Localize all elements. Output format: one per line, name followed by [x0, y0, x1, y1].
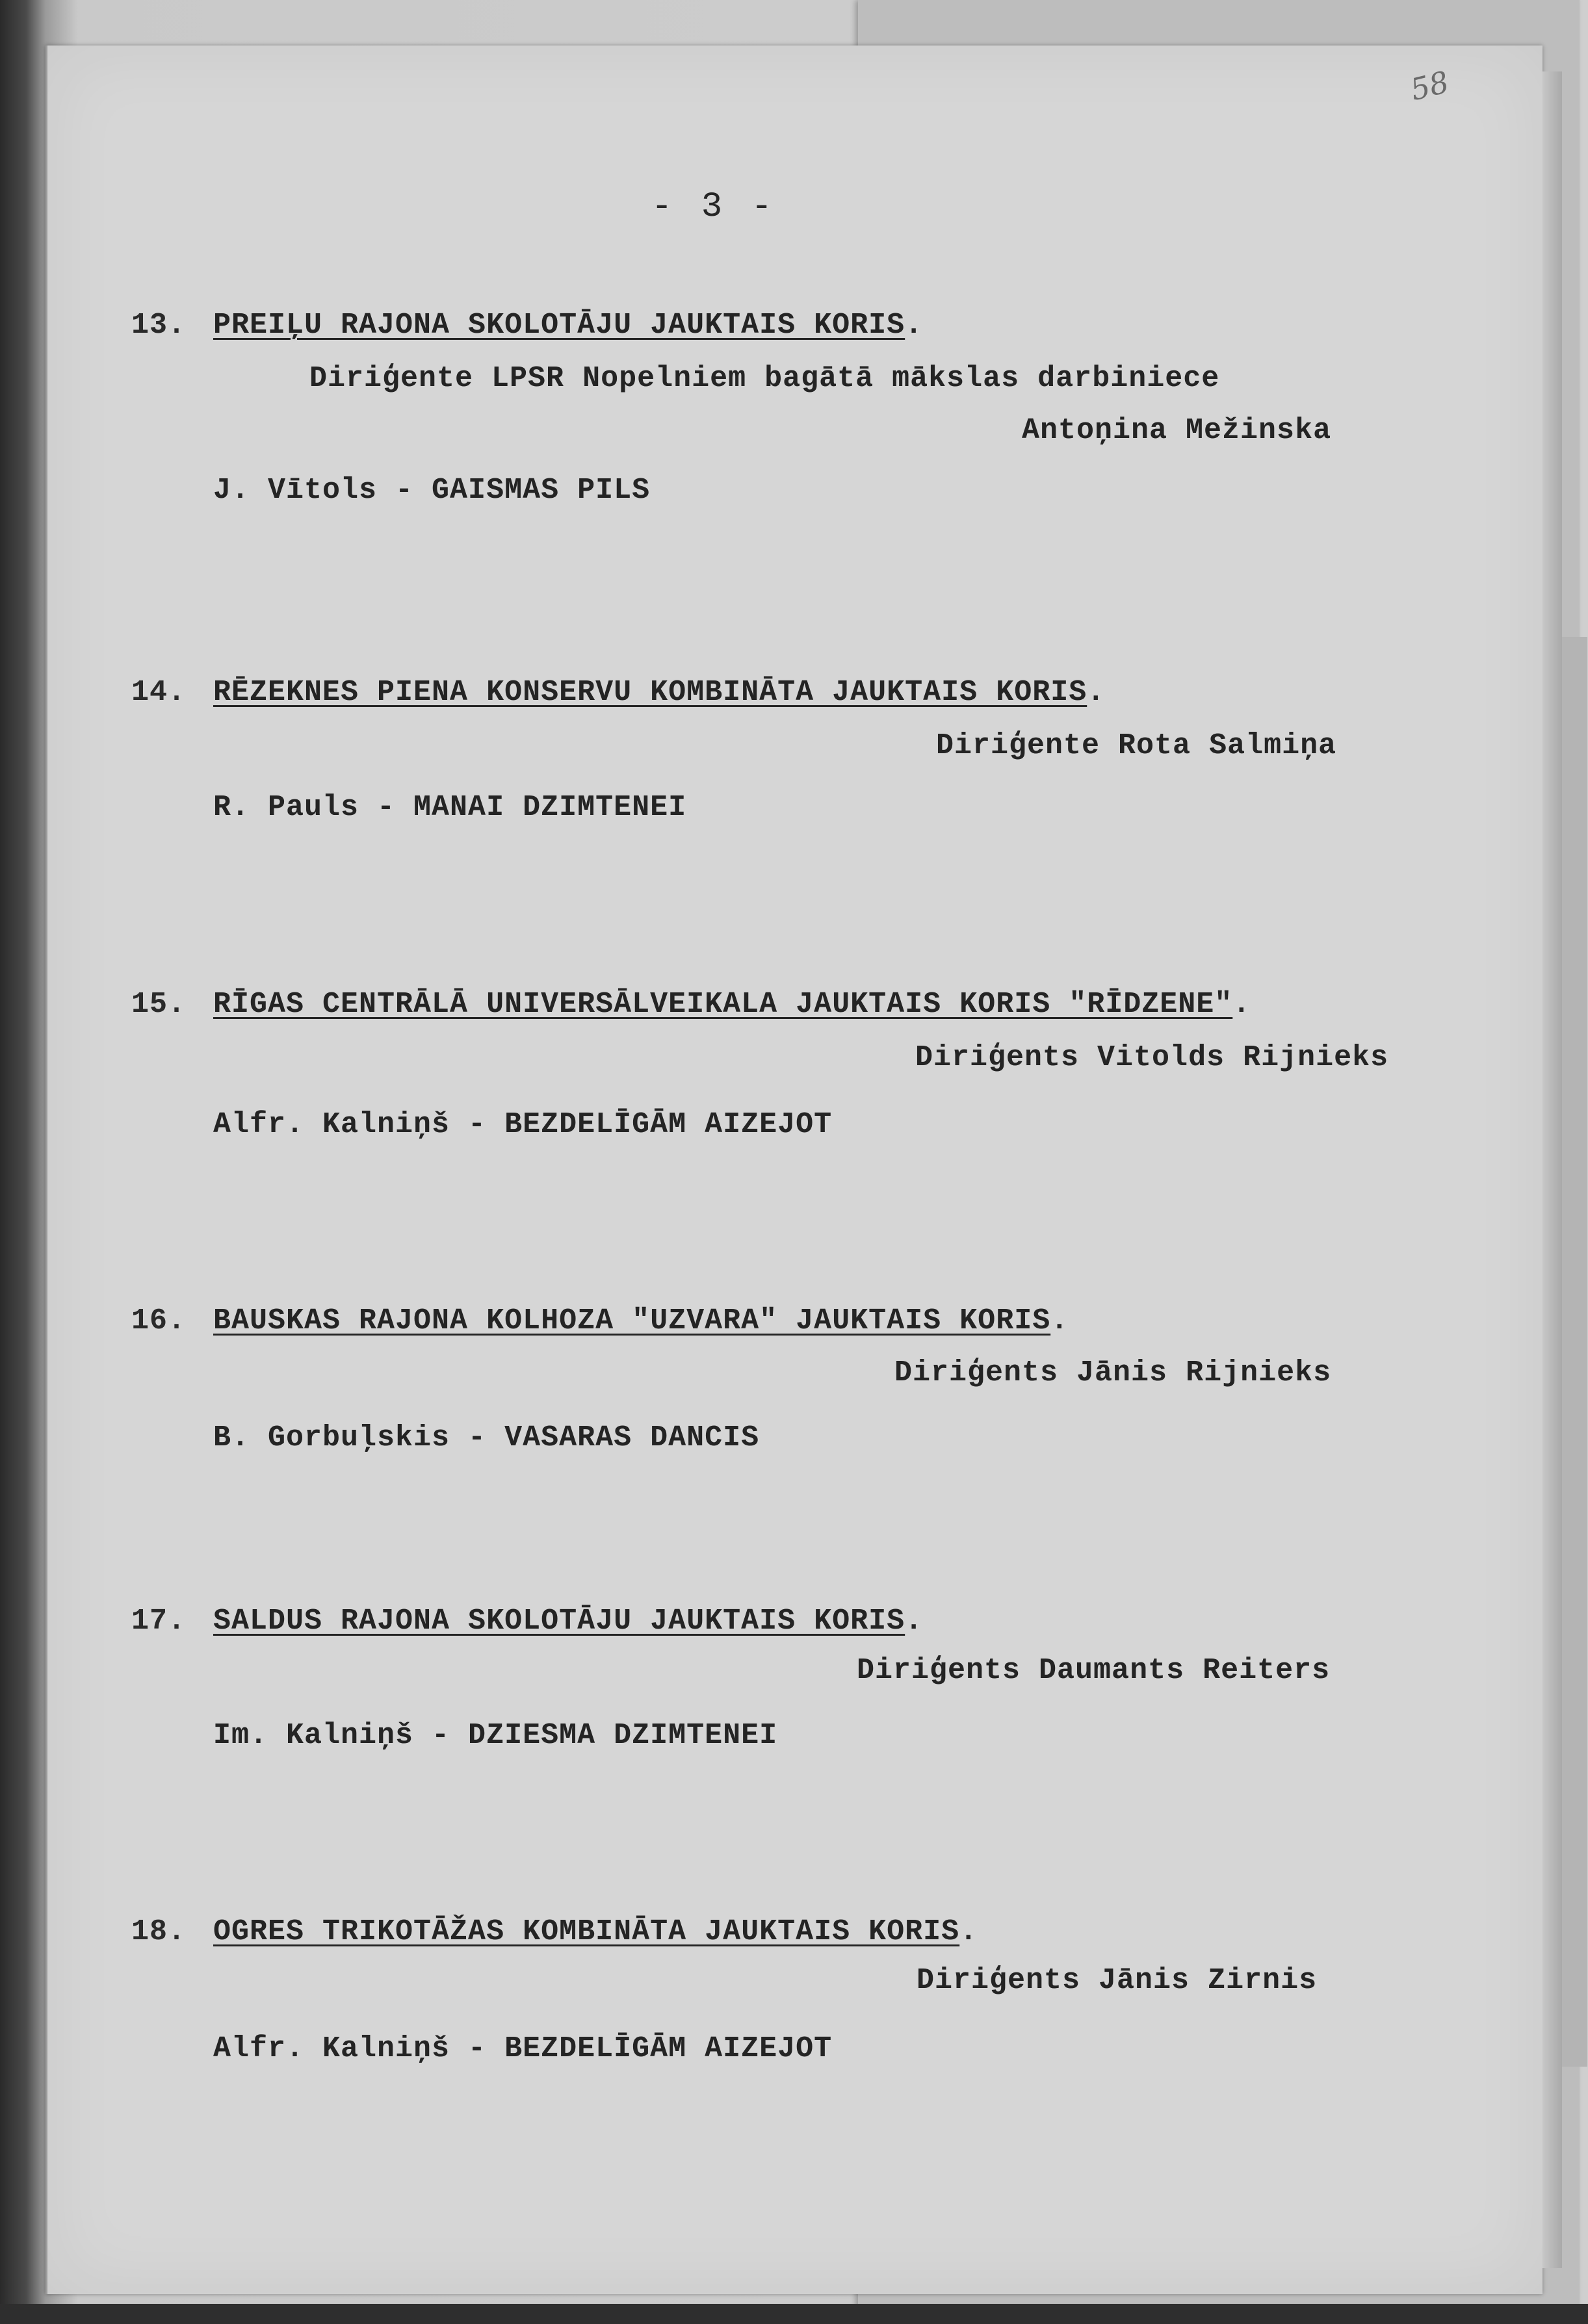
choir-title-text: RĒZEKNES PIENA KONSERVU KOMBINĀTA JAUKTAIS KORIS — [213, 676, 1087, 709]
choir-title-end: . — [1087, 676, 1106, 709]
piece-line: Im. Kalniņš - DZIESMA DZIMTENEI — [213, 1719, 778, 1752]
piece-line: Alfr. Kalniņš - BEZDELĪGĀM AIZEJOT — [213, 2032, 833, 2065]
choir-title — [213, 678, 1105, 707]
piece-line: B. Gorbuļskis - VASARAS DANCIS — [213, 1421, 760, 1454]
choir-title-end: . — [959, 1915, 978, 1948]
entry-number: 15. — [131, 988, 187, 1021]
scan-bottom-border — [0, 2304, 1588, 2324]
conductor-line: Diriģents Jānis Rijnieks — [894, 1356, 1332, 1389]
choir-title-end: . — [1232, 988, 1251, 1021]
choir-title-text: RĪGAS CENTRĀLĀ UNIVERSĀLVEIKALA JAUKTAIS KORIS "RĪDZENE" — [213, 988, 1233, 1021]
choir-title — [213, 311, 923, 340]
choir-title-text: PREIĻU RAJONA SKOLOTĀJU JAUKTAIS KORIS — [213, 309, 905, 342]
choir-title — [213, 990, 1251, 1019]
entry-number: 16. — [131, 1304, 187, 1337]
conductor-line: Diriģents Jānis Zirnis — [917, 1964, 1318, 1997]
choir-title-end: . — [905, 309, 924, 342]
choir-title-text: OGRES TRIKOTĀŽAS KOMBINĀTA JAUKTAIS KORIS — [213, 1915, 960, 1948]
choir-title-end: . — [1050, 1304, 1069, 1337]
choir-title — [213, 1607, 923, 1636]
choir-title — [213, 1917, 978, 1946]
conductor-name: Antoņina Mežinska — [1022, 414, 1332, 447]
choir-title-text: BAUSKAS RAJONA KOLHOZA "UZVARA" JAUKTAIS KORIS — [213, 1304, 1051, 1337]
entry-number: 14. — [131, 676, 187, 709]
handwritten-page-note: 58 — [1407, 64, 1453, 108]
choir-title-end: . — [905, 1605, 924, 1638]
conductor-line: Diriģents Vitolds Rijnieks — [915, 1041, 1389, 1074]
page-edge — [1542, 71, 1562, 2268]
choir-title-text: SALDUS RAJONA SKOLOTĀJU JAUKTAIS KORIS — [213, 1605, 905, 1638]
entry-number: 18. — [131, 1915, 187, 1948]
conductor-line: Diriģente Rota Salmiņa — [936, 729, 1337, 762]
choir-title — [213, 1306, 1069, 1336]
piece-line: R. Pauls - MANAI DZIMTENEI — [213, 791, 687, 824]
entry-number: 13. — [131, 309, 187, 342]
conductor-line: Diriģents Daumants Reiters — [857, 1654, 1331, 1687]
conductor-line: Diriģente LPSR Nopelniem bagātā mākslas darbiniece — [309, 362, 1220, 395]
entry-number: 17. — [131, 1605, 187, 1638]
piece-line: J. Vītols - GAISMAS PILS — [213, 474, 651, 507]
piece-line: Alfr. Kalniņš - BEZDELĪGĀM AIZEJOT — [213, 1108, 833, 1141]
page-number: - 3 - — [651, 187, 777, 227]
